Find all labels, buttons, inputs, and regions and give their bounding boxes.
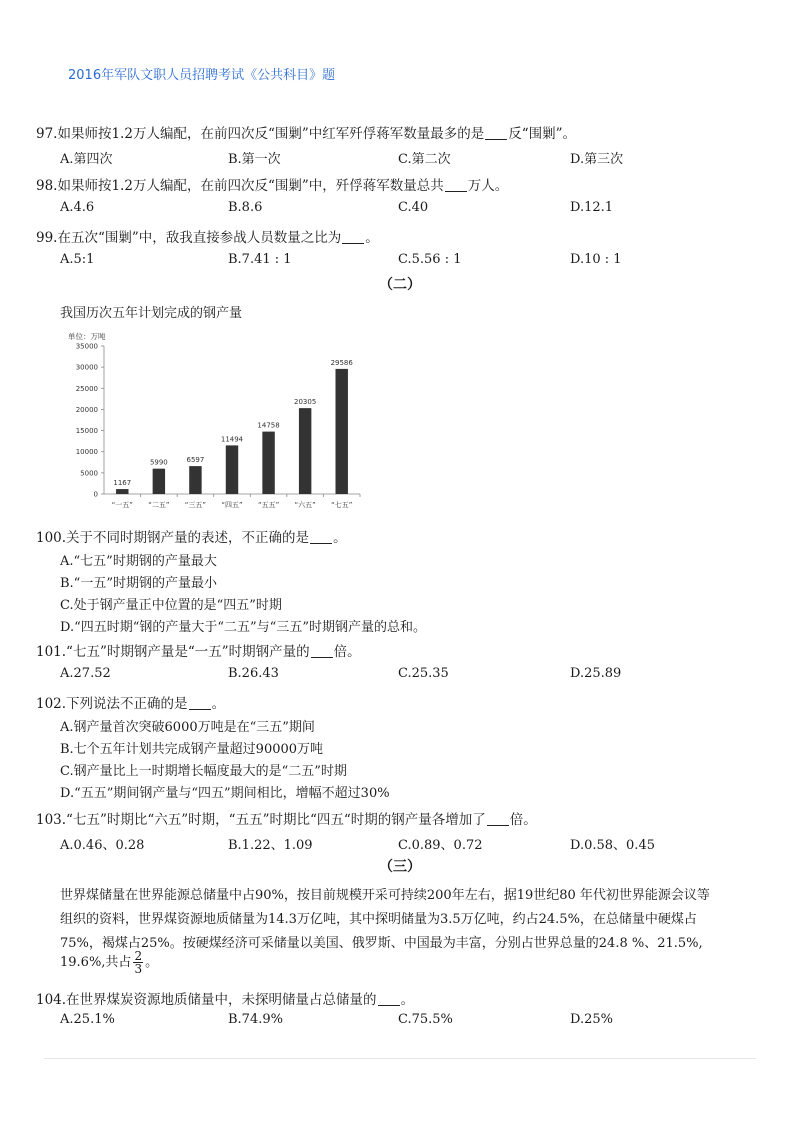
question-102 — [36, 692, 225, 712]
question-stem-tail: 。 — [333, 530, 347, 546]
question-stem-tail: 反“围剿”。 — [508, 126, 577, 142]
section-3-line-1: 世界煤储量在世界能源总储量中占90%，按目前规模开采可持续200年左右，据19世纪80 年代初世界能源会议等 — [60, 888, 710, 903]
y-tick-label: 35000 — [75, 342, 98, 351]
data-label: 5990 — [149, 458, 168, 467]
question-stem: 99.在五次“围剿”中，敌我直接参战人员数量之比为 — [36, 230, 342, 246]
question-stem: 97.如果师按1.2万人编配，在前四次反“围剿”中红军歼俘蒋军数量最多的是 — [36, 126, 485, 142]
section-3-line-2: 组织的资料，世界煤资源地质储量为14.3万亿吨，其中探明储量为3.5万亿吨，约占24.5%，在总储量中硬煤占 — [60, 912, 697, 927]
section-3-line-4-suffix: 。 — [145, 955, 159, 970]
data-label: 29586 — [330, 358, 353, 367]
fraction — [133, 950, 143, 975]
section-2-heading: （二） — [379, 277, 421, 293]
option-c[interactable]: C.75.5% — [398, 1012, 453, 1027]
option-d[interactable]: D.第三次 — [570, 152, 624, 167]
bar-chart-svg — [60, 328, 370, 518]
question-104 — [36, 988, 414, 1008]
option-d[interactable]: D.25.89 — [570, 666, 622, 681]
x-category-label: “二五” — [148, 501, 170, 509]
option-d[interactable]: D.“四五时期“钢的产量大于“二五”与“三五”时期钢产量的总和。 — [60, 620, 426, 635]
option-b[interactable]: B.“一五”时期钢的产量最小 — [60, 576, 217, 591]
option-b[interactable]: B.26.43 — [228, 666, 279, 681]
question-stem: 104.在世界煤炭资源地质储量中，未探明储量占总储量的 — [36, 992, 377, 1008]
question-98 — [36, 174, 508, 194]
x-category-label: “四五” — [221, 501, 243, 509]
y-tick-label: 0 — [93, 490, 98, 499]
option-b[interactable]: B.第一次 — [228, 152, 281, 167]
question-104-options — [60, 1012, 760, 1030]
option-a[interactable]: A.0.46、0.28 — [60, 838, 145, 853]
option-b[interactable]: B.8.6 — [228, 200, 263, 215]
question-stem: 101.“七五”时期钢产量是“一五”时期钢产量的 — [36, 644, 310, 660]
question-97 — [36, 122, 576, 142]
page-divider — [44, 1058, 756, 1059]
question-stem-tail: 。 — [365, 230, 379, 246]
chart-unit-label: 单位：万吨 — [68, 332, 106, 341]
option-c[interactable]: C.0.89、0.72 — [398, 838, 483, 853]
bar — [153, 469, 165, 494]
fraction-numerator: 2 — [134, 949, 143, 963]
option-c[interactable]: C.25.35 — [398, 666, 449, 681]
option-a[interactable]: A.25.1% — [60, 1012, 115, 1027]
bar — [116, 489, 128, 494]
y-tick-label: 30000 — [75, 363, 98, 372]
option-a[interactable]: A.钢产量首次突破6000万吨是在“三五”期间 — [60, 720, 315, 735]
section-3-line-3: 75%，褐煤占25%。按硬煤经济可采储量以美国、俄罗斯、中国最为丰富，分别占世界总量的24.8 %、21.5%, — [60, 936, 703, 951]
question-103 — [36, 808, 537, 828]
y-tick-label: 10000 — [75, 448, 98, 457]
bar — [226, 445, 238, 494]
answer-blank — [311, 657, 333, 658]
option-c[interactable]: C.处于钢产量正中位置的是“四五”时期 — [60, 598, 282, 613]
answer-blank — [445, 191, 467, 192]
question-stem: 102.下列说法不正确的是 — [36, 696, 188, 712]
answer-blank — [189, 709, 211, 710]
answer-blank — [487, 825, 509, 826]
bar — [335, 369, 347, 494]
option-d[interactable]: D.10 : 1 — [570, 252, 622, 267]
section-3-line-4 — [60, 950, 158, 975]
option-a[interactable]: A.“七五”时期钢的产量最大 — [60, 554, 217, 569]
x-category-label: “一五” — [111, 501, 133, 509]
option-c[interactable]: C.第二次 — [398, 152, 451, 167]
section-3-heading: （三） — [379, 859, 421, 875]
x-category-label: “五五” — [257, 501, 280, 509]
y-tick-label: 15000 — [75, 427, 98, 436]
option-b[interactable]: B.1.22、1.09 — [228, 838, 313, 853]
question-stem-tail: 。 — [400, 992, 415, 1008]
option-c[interactable]: C.40 — [398, 200, 429, 215]
question-99 — [36, 226, 379, 246]
option-d[interactable]: D.0.58、0.45 — [570, 838, 655, 853]
bar — [189, 466, 201, 494]
answer-blank — [310, 543, 332, 544]
question-stem-tail: 。 — [211, 696, 226, 712]
answer-blank — [342, 243, 364, 244]
option-a[interactable]: A.第四次 — [60, 152, 113, 167]
option-c[interactable]: C.5.56 : 1 — [398, 252, 462, 267]
data-label: 6597 — [186, 456, 205, 465]
option-b[interactable]: B.74.9% — [228, 1012, 283, 1027]
option-d[interactable]: D.12.1 — [570, 200, 614, 215]
question-stem: 103.“七五”时期比“六五”时期，“五五”时期比“四五“时期的钢产量各增加了 — [36, 812, 486, 828]
y-tick-label: 20000 — [75, 405, 98, 414]
y-tick-label: 5000 — [80, 469, 98, 478]
question-99-options — [60, 252, 760, 270]
question-101 — [36, 640, 361, 660]
bar — [299, 408, 311, 494]
option-b[interactable]: B.7.41 : 1 — [228, 252, 292, 267]
question-101-options — [60, 666, 760, 684]
data-label: 20305 — [294, 398, 317, 407]
answer-blank — [485, 139, 507, 140]
question-100 — [36, 526, 347, 546]
question-97-options — [60, 148, 760, 166]
option-d[interactable]: D.25% — [570, 1012, 613, 1027]
data-label: 11494 — [220, 435, 244, 444]
section-3-line-4-prefix: 19.6%,共占 — [60, 955, 132, 970]
question-stem: 98.如果师按1.2万人编配，在前四次反“围剿”中，歼俘蒋军数量总共 — [36, 178, 444, 194]
bar — [262, 432, 274, 494]
option-b[interactable]: B.七个五年计划共完成钢产量超过90000万吨 — [60, 742, 324, 757]
question-98-options — [60, 200, 760, 218]
option-d[interactable]: D.“五五”期间钢产量与“四五”期间相比，增幅不超过30% — [60, 786, 390, 801]
x-category-label: “六五” — [294, 501, 316, 509]
question-103-options — [60, 834, 760, 852]
question-stem-tail: 倍。 — [333, 644, 361, 660]
x-category-label: “三五” — [184, 501, 207, 509]
question-stem: 100.关于不同时期钢产量的表述，不正确的是 — [36, 530, 310, 546]
option-a[interactable]: A.4.6 — [60, 200, 95, 215]
y-tick-label: 25000 — [75, 384, 98, 393]
question-stem-tail: 万人。 — [467, 178, 509, 194]
option-c[interactable]: C.钢产量比上一时期增长幅度最大的是“二五”时期 — [60, 764, 347, 779]
option-a[interactable]: A.5:1 — [60, 252, 95, 267]
section-2-intro: 我国历次五年计划完成的钢产量 — [60, 306, 243, 321]
answer-blank — [378, 1005, 400, 1006]
steel-output-chart — [60, 328, 370, 518]
data-label: 1167 — [113, 479, 132, 488]
option-a[interactable]: A.27.52 — [60, 666, 111, 681]
fraction-denominator: 3 — [134, 962, 143, 976]
exam-header-title: 2016年军队文职人员招聘考试《公共科目》题 — [68, 68, 336, 83]
question-stem-tail: 倍。 — [509, 812, 537, 828]
data-label: 14758 — [257, 421, 280, 430]
x-category-label: “七五” — [331, 501, 353, 509]
